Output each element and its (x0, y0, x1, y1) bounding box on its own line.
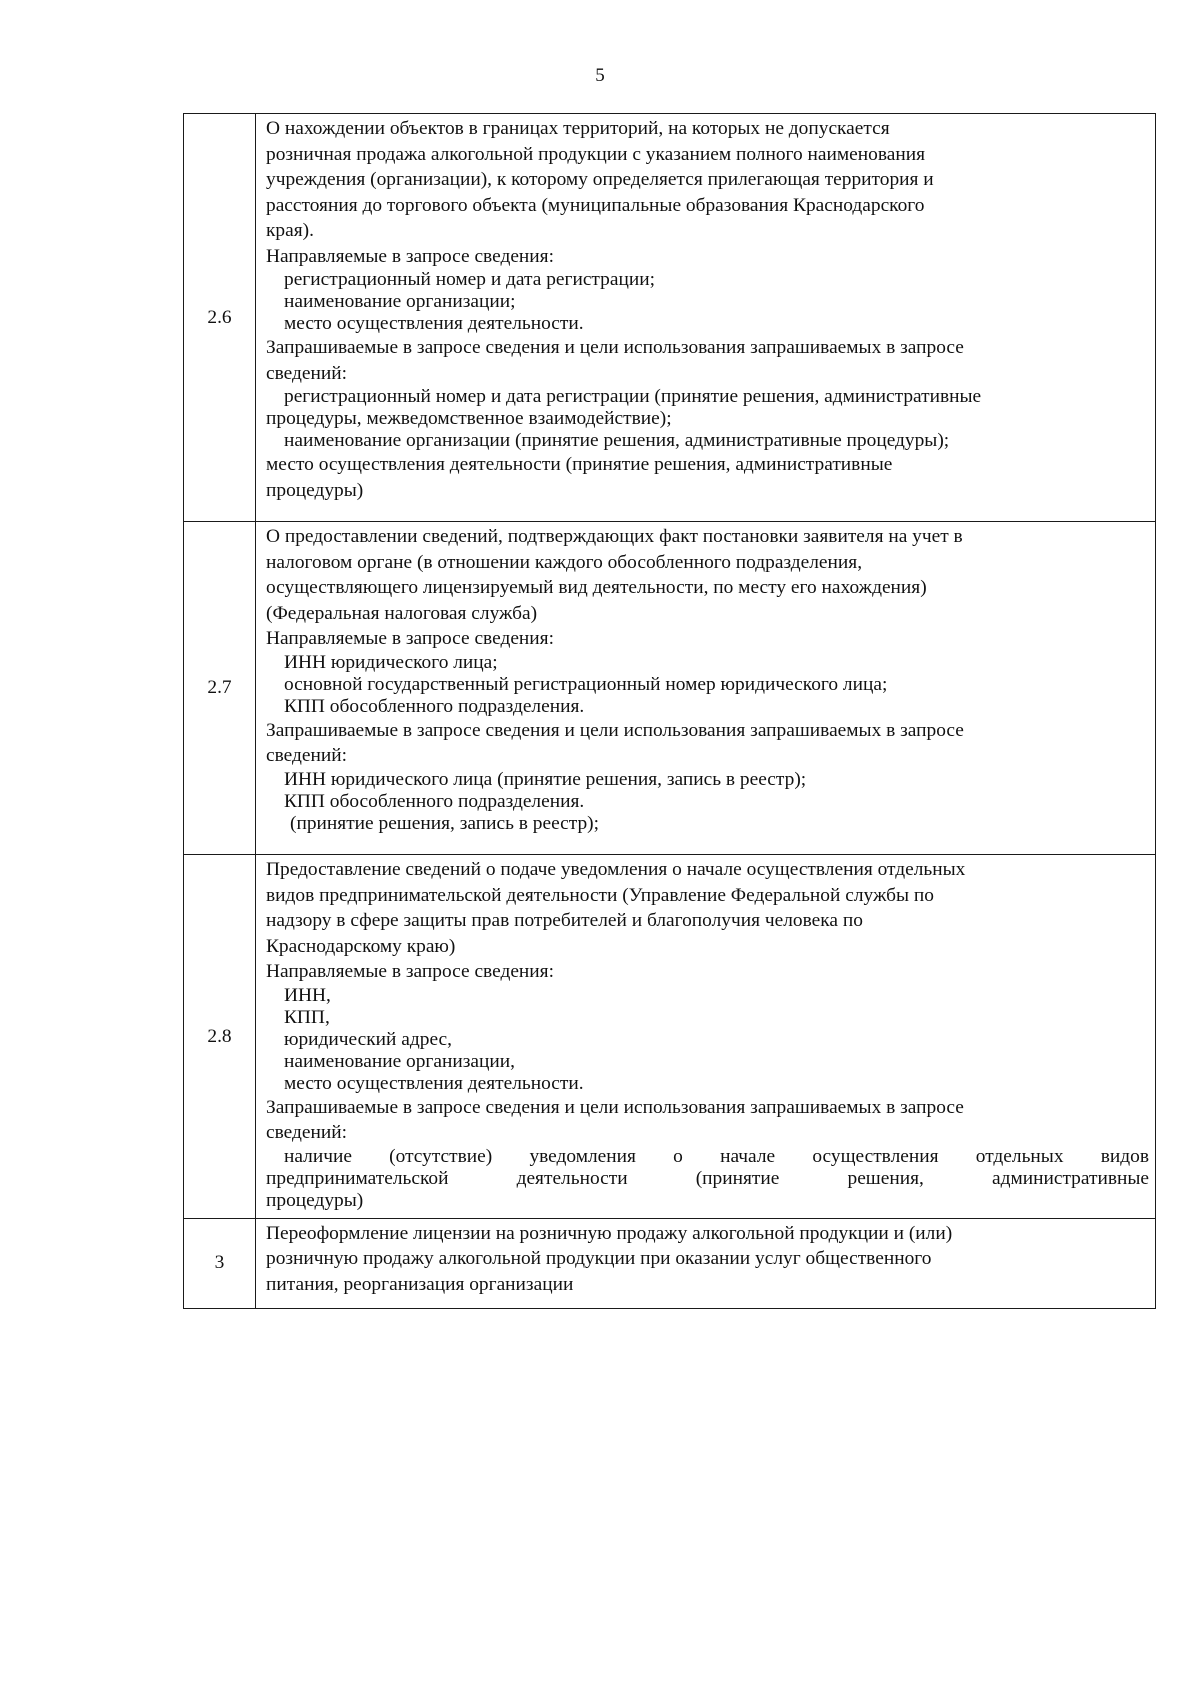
requested-info-heading: сведений: (266, 745, 347, 766)
requested-info-item: ИНН юридического лица (принятие решения, запись в реестр); (284, 768, 807, 790)
row-title-line: питания, реорганизация организации (266, 1273, 574, 1295)
sent-info-heading: Направляемые в запросе сведения: (266, 245, 554, 267)
row-description (256, 855, 1156, 1219)
row-title-line: (Федеральная налоговая служба) (266, 602, 538, 624)
requested-info-heading: Запрашиваемые в запросе сведения и цели использования запрашиваемых в запросе (266, 337, 964, 358)
sent-info-item: место осуществления деятельности. (284, 1072, 584, 1094)
row-title-line: Предоставление сведений о подаче уведомления о начале осуществления отдельных (266, 859, 966, 880)
sent-info-item: ИНН юридического лица; (284, 651, 498, 673)
row-title-line: налоговом органе (в отношении каждого обособленного подразделения, (266, 551, 863, 573)
row-description (256, 522, 1156, 855)
requested-info-heading: сведений: (266, 362, 347, 384)
sent-info-item: место осуществления деятельности. (284, 313, 584, 334)
sent-info-heading: Направляемые в запросе сведения: (266, 628, 554, 649)
row-number: 2.7 (184, 522, 256, 855)
row-title-line: видов предпринимательской деятельности (Управление Федеральной службы по (266, 884, 934, 906)
row-number: 3 (184, 1218, 256, 1308)
sent-info-item: КПП обособленного подразделения. (284, 695, 585, 717)
page-number: 5 (595, 65, 605, 86)
sent-info-item: КПП, (284, 1006, 330, 1028)
requested-info-item: процедуры) (266, 1189, 364, 1211)
table-row-2-7 (184, 522, 1156, 855)
row-number: 2.8 (184, 855, 256, 1219)
sent-info-item: наименование организации; (284, 291, 516, 312)
requested-info-heading: Запрашиваемые в запросе сведения и цели использования запрашиваемых в запросе (266, 719, 964, 741)
row-description (256, 114, 1156, 522)
row-number: 2.6 (184, 114, 256, 522)
row-title-line: розничную продажу алкогольной продукции при оказании услуг общественного (266, 1248, 932, 1269)
row-title-line: розничная продажа алкогольной продукции с указанием полного наименования (266, 143, 926, 165)
sent-info-item: регистрационный номер и дата регистрации; (284, 269, 655, 290)
requested-info-heading: сведений: (266, 1122, 347, 1143)
row-description (256, 1218, 1156, 1308)
table-row-2-6 (184, 114, 1156, 522)
table-row-2-8 (184, 855, 1156, 1219)
row-title-line: надзору в сфере защиты прав потребителей и благополучия человека по (266, 910, 863, 931)
requested-info-item: регистрационный номер и дата регистрации (принятие решения, административные (284, 386, 982, 407)
requested-info-item: (принятие решения, запись в реестр); (290, 812, 600, 834)
requested-info-item: место осуществления деятельности (принятие решения, административные (266, 454, 893, 475)
row-title-line: Переоформление лицензии на розничную продажу алкогольной продукции и (или) (266, 1222, 953, 1244)
row-title-line: учреждения (организации), к которому определяется прилегающая территория и (266, 169, 934, 190)
requested-info-item: КПП обособленного подразделения. (284, 790, 585, 812)
row-title-line: О предоставлении сведений, подтверждающих факт постановки заявителя на учет в (266, 526, 963, 547)
table-row-3 (184, 1218, 1156, 1308)
row-title-line: О нахождении объектов в границах территорий, на которых не допускается (266, 118, 890, 139)
sent-info-item: юридический адрес, (284, 1028, 452, 1050)
requested-info-item: процедуры, межведомственное взаимодействие); (266, 408, 672, 429)
sent-info-item: наименование организации, (284, 1050, 515, 1072)
sent-info-heading: Направляемые в запросе сведения: (266, 961, 554, 982)
requested-info-item: предпринимательской деятельности (принятие решения, административные (266, 1167, 1149, 1189)
row-title-line: осуществляющего лицензируемый вид деятельности, по месту его нахождения) (266, 577, 927, 598)
sent-info-item: ИНН, (284, 984, 331, 1006)
requested-info-item: процедуры) (266, 479, 364, 501)
requested-info-heading: Запрашиваемые в запросе сведения и цели использования запрашиваемых в запросе (266, 1096, 964, 1118)
requests-table (183, 113, 1156, 1309)
sent-info-item: основной государственный регистрационный номер юридического лица; (284, 673, 888, 695)
row-title-line: расстояния до торгового объекта (муниципальные образования Краснодарского (266, 194, 925, 216)
requested-info-item: наличие (отсутствие) уведомления о начале осуществления отдельных видов (284, 1145, 1149, 1167)
row-title-line: края). (266, 220, 314, 241)
requested-info-item: наименование организации (принятие решения, административные процедуры); (284, 430, 950, 451)
row-title-line: Краснодарскому краю) (266, 935, 456, 957)
